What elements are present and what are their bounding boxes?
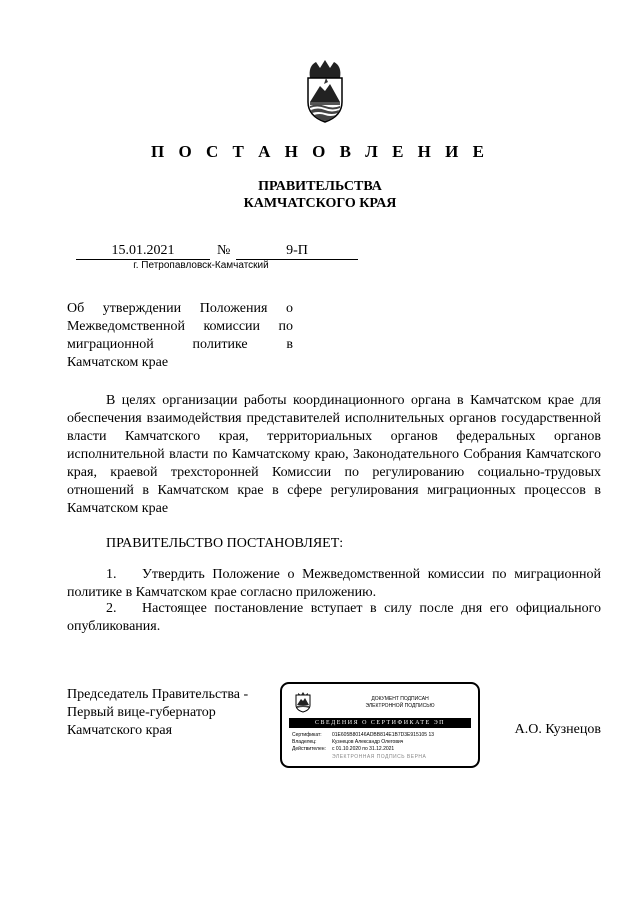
certificate-info-bar: СВЕДЕНИЯ О СЕРТИФИКАТЕ ЭП	[289, 718, 471, 728]
item-number: 1.	[106, 567, 117, 582]
document-number: 9-П	[286, 243, 308, 258]
stamp-title-line: ЭЛЕКТРОННОЙ ПОДПИСЬЮ	[365, 703, 435, 709]
item-text: Утвердить Положение о Межведомственной комиссии по миграционной политике в Камчатском крае согласно приложению.	[67, 567, 601, 600]
item-number: 2.	[106, 601, 117, 616]
validity-value: с 01.10.2020 по 31.12.2021	[332, 746, 395, 752]
validity-label: Действителен:	[292, 746, 326, 752]
signer-name: А.О. Кузнецов	[514, 722, 601, 737]
stamp-title	[330, 696, 470, 710]
owner-value: Кузнецов Александр Олегович	[332, 739, 404, 745]
owner-row	[292, 739, 403, 745]
certificate-label: Сертификат:	[292, 732, 322, 738]
resolution-item	[67, 566, 601, 602]
document-type-heading: П О С Т А Н О В Л Е Н И Е	[151, 142, 489, 161]
document-city: г. Петропавловск-Камчатский	[133, 260, 269, 271]
coat-of-arms-icon	[294, 691, 312, 713]
signer-line: Камчатского края	[67, 723, 173, 738]
item-text: Настоящее постановление вступает в силу после дня его официального опубликования.	[67, 601, 601, 634]
document-date: 15.01.2021	[111, 243, 175, 258]
electronic-signature-stamp	[280, 682, 480, 768]
coat-of-arms-icon	[302, 58, 348, 124]
stamp-footer: ЭЛЕКТРОННАЯ ПОДПИСЬ ВЕРНА	[332, 754, 427, 760]
signer-position	[67, 686, 248, 740]
subject-line: Об утверждении Положения о	[67, 301, 293, 316]
resolution-item	[67, 600, 601, 636]
issuer-line-1: ПРАВИТЕЛЬСТВА	[258, 179, 382, 194]
resolution-statement: ПРАВИТЕЛЬСТВО ПОСТАНОВЛЯЕТ:	[106, 536, 344, 551]
issuer-line-2: КАМЧАТСКОГО КРАЯ	[243, 196, 397, 211]
certificate-value: 01E605B80146ADBB814E1B7D3E915105 13	[332, 732, 435, 738]
signer-line: Первый вице-губернатор	[67, 705, 216, 720]
owner-label: Владелец:	[292, 739, 317, 745]
document-subject	[67, 300, 293, 372]
subject-line: Межведомственной комиссии по	[67, 319, 293, 334]
validity-row	[292, 746, 394, 752]
certificate-row	[292, 732, 434, 738]
stamp-title-line: ДОКУМЕНТ ПОДПИСАН	[371, 696, 429, 702]
issuer-heading	[0, 178, 640, 212]
preamble-paragraph: В целях организации работы координационного органа в Камчатском крае для обеспечения взаимодействия представителей исполнительных органов государственной власти Камчатского края, территориальных органов федеральных органов исполнительной власти по Камчатскому краю, Законодательного Собрания Камчатского края, краевой трехсторонней Комиссии по регулированию социально-трудовых отношений в Камчатском крае в сфере регулирования миграционных процессов в Камчатском крае	[67, 393, 601, 516]
subject-line: миграционной политике в	[67, 337, 293, 352]
number-sign: №	[217, 243, 231, 258]
signer-line: Председатель Правительства -	[67, 687, 249, 702]
subject-line: Камчатском крае	[67, 355, 169, 370]
